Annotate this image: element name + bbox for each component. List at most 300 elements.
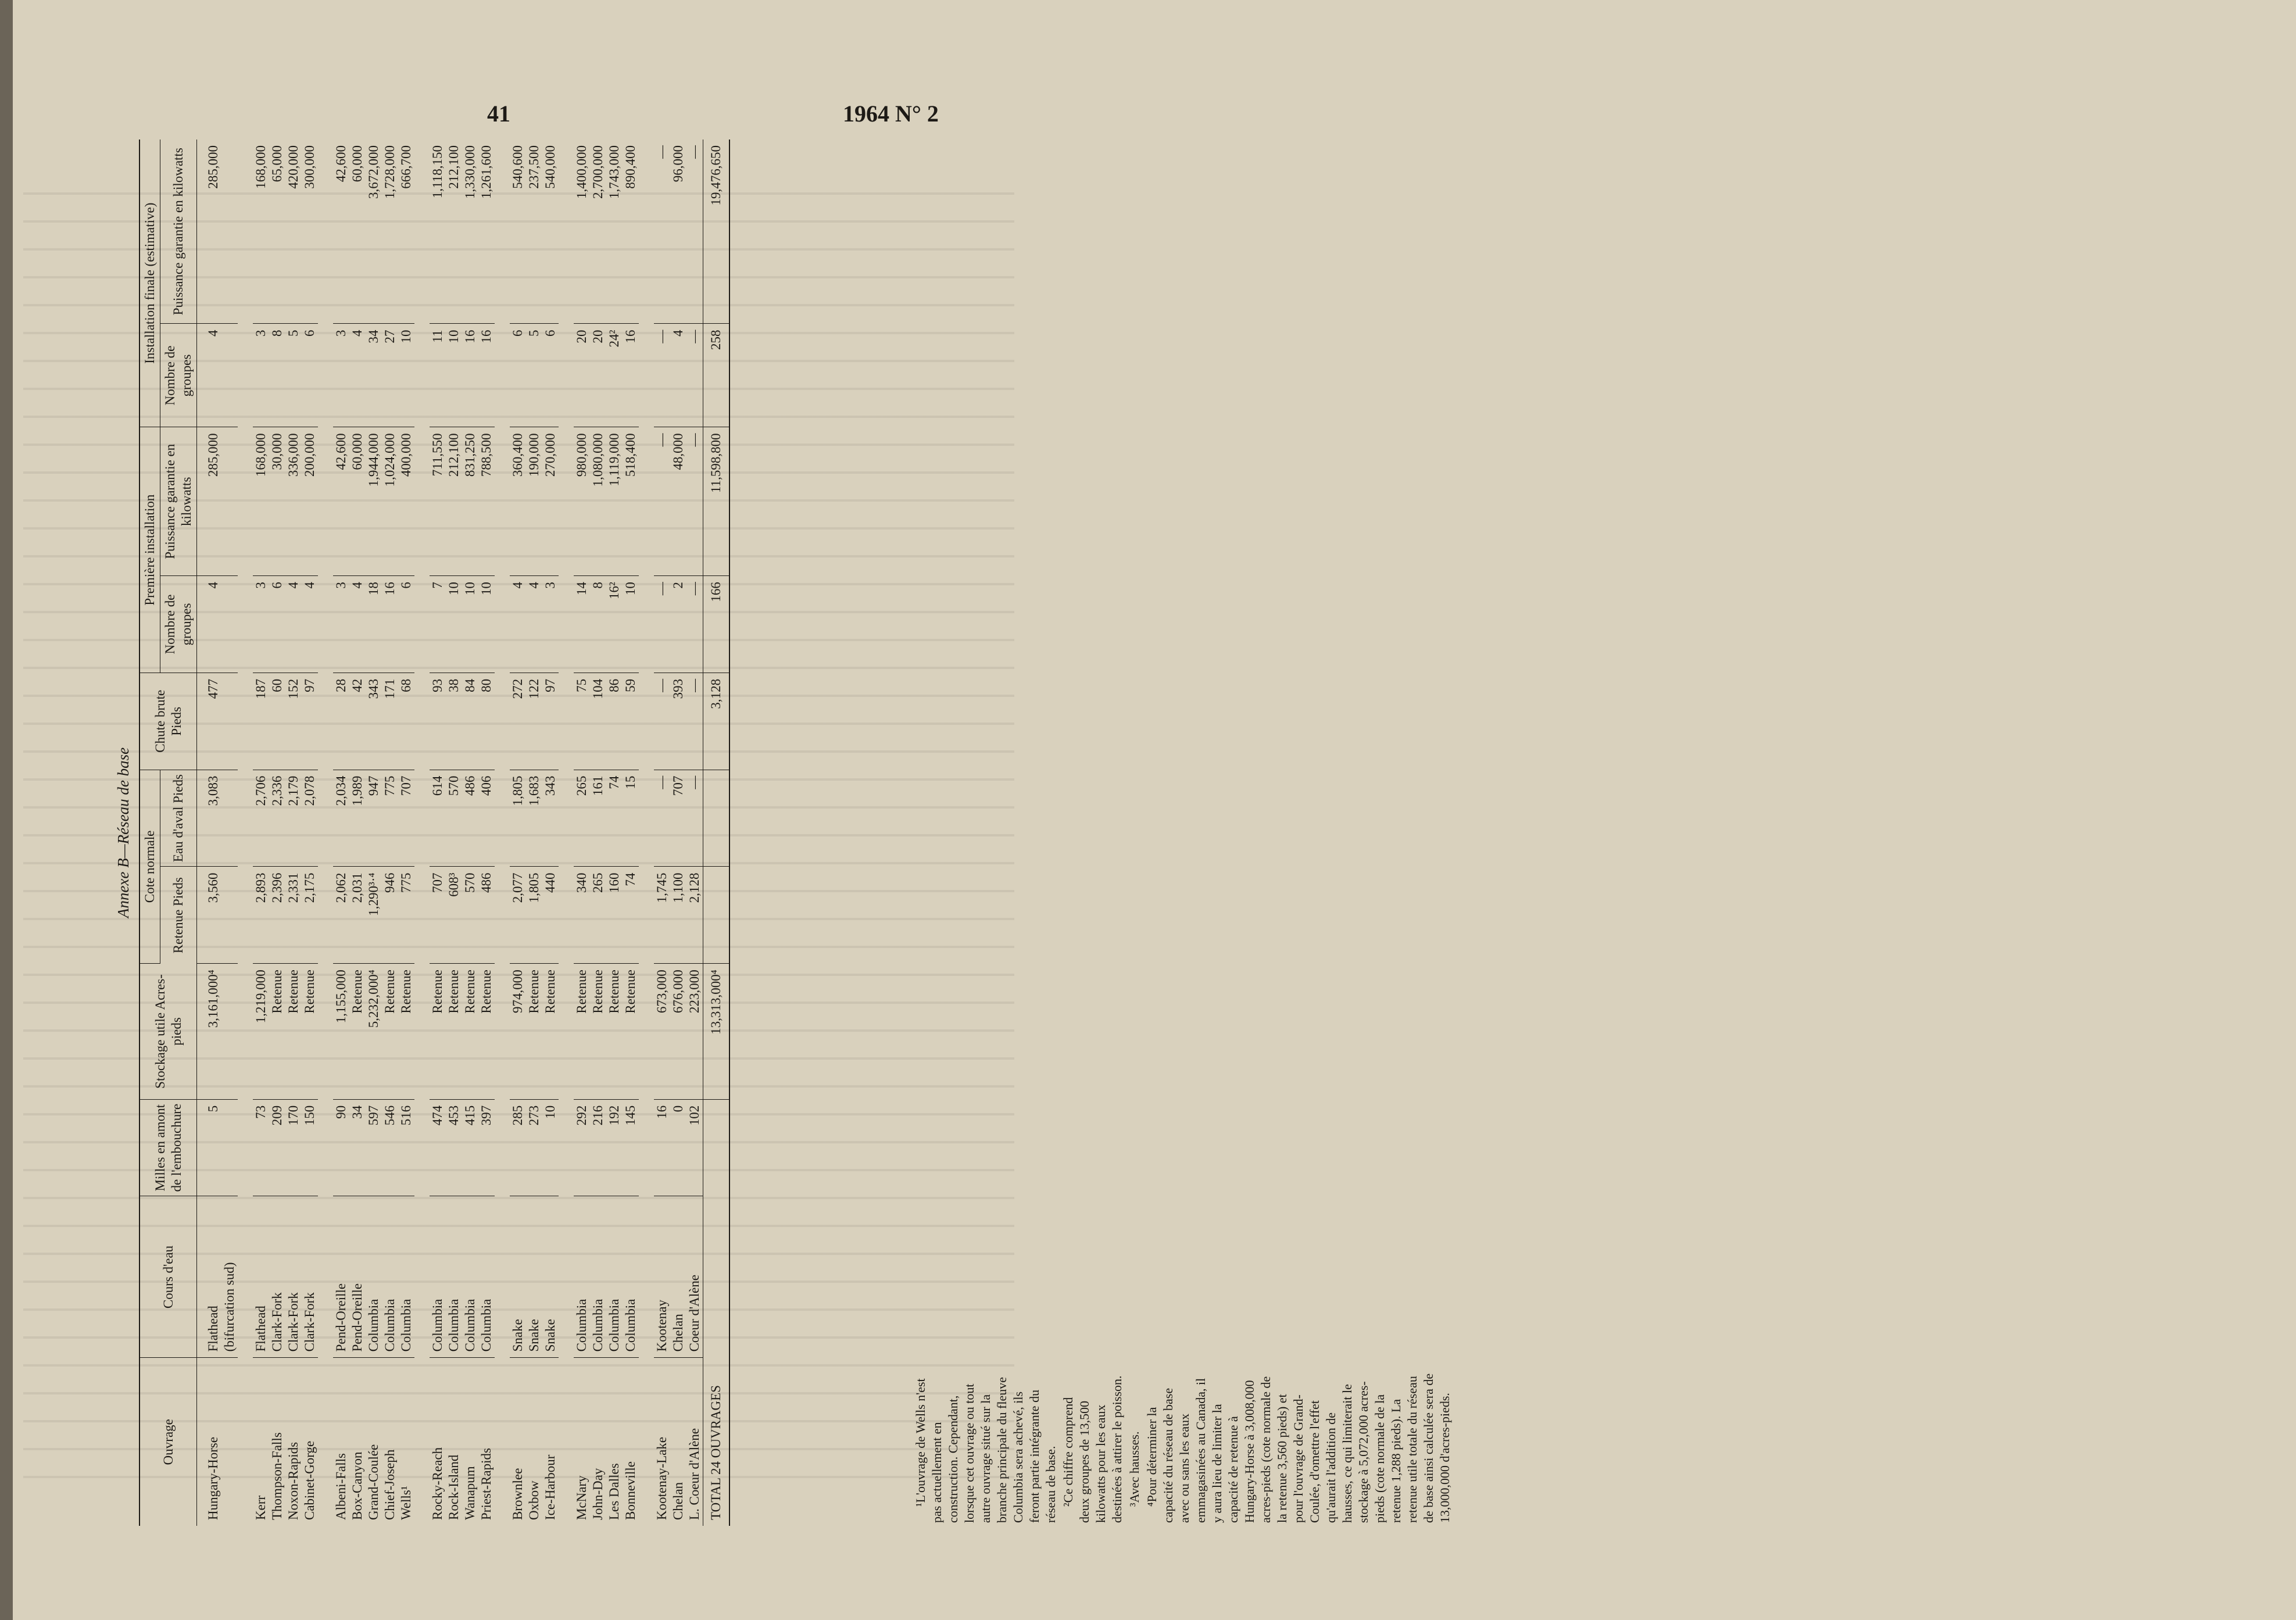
- cell-cours: Clark-Fork: [285, 1196, 302, 1358]
- header-ouvrage: Ouvrage: [140, 1358, 197, 1526]
- cell-cours: Pend-Oreille: [349, 1196, 366, 1358]
- cell-groupes2: 16: [623, 324, 639, 427]
- cell-puissance2: 540,600: [510, 140, 526, 324]
- cell-retenue: 2,128: [686, 867, 703, 964]
- cell-aval: 614: [430, 770, 446, 867]
- cell-milles: 397: [478, 1099, 495, 1196]
- cell-retenue: 608³: [446, 867, 462, 964]
- cell-groupes2: 6: [302, 324, 318, 427]
- cell-cours: Columbia: [446, 1196, 462, 1358]
- cell-chute: 84: [462, 673, 478, 770]
- cell-cours: Columbia: [462, 1196, 478, 1358]
- page-number: 41: [487, 101, 510, 127]
- cell-chute: 80: [478, 673, 495, 770]
- cell-puissance1: 831,250: [462, 427, 478, 576]
- header-puissance-2: Puissance garantie en kilowatts: [160, 140, 197, 324]
- table-row: [302, 140, 318, 1526]
- cell-cours: Coeur d'Alène: [686, 1196, 703, 1358]
- cell-chute: 122: [526, 673, 542, 770]
- cell-retenue: 3,560: [197, 867, 222, 964]
- cell-aval: 947: [366, 770, 382, 867]
- cell-stockage: 5,232,000⁴: [366, 964, 382, 1099]
- cell-puissance2: 1,728,000: [382, 140, 398, 324]
- header-cours-deau: Cours d'eau: [140, 1196, 197, 1358]
- cell-aval: 775: [382, 770, 398, 867]
- cell-retenue: 74: [623, 867, 639, 964]
- cell-groupes2: 3: [333, 324, 349, 427]
- cell-stockage: 974,000: [510, 964, 526, 1099]
- cell-groupes1: 4: [197, 576, 222, 673]
- cell-retenue: 265: [590, 867, 606, 964]
- cell-groupes2: 16: [478, 324, 495, 427]
- cell-chute: 171: [382, 673, 398, 770]
- cell-groupes2: 20: [574, 324, 590, 427]
- cell-milles: 216: [590, 1099, 606, 1196]
- cell-puissance1: 980,000: [574, 427, 590, 576]
- cell-ouvrage: Chief-Joseph: [382, 1449, 397, 1520]
- cell-stockage: Retenue: [462, 964, 478, 1099]
- cell-stockage: Retenue: [382, 964, 398, 1099]
- table-body: [197, 140, 703, 1526]
- cell-cours: Columbia: [590, 1196, 606, 1358]
- total-row: [703, 140, 730, 1526]
- cell-ouvrage: Kerr: [253, 1495, 268, 1520]
- cell-chute: 104: [590, 673, 606, 770]
- cell-puissance2: 666,700: [398, 140, 414, 324]
- cell-retenue: 1,290³·⁴: [366, 867, 382, 964]
- cell-milles: 285: [510, 1099, 526, 1196]
- cell-cours: (bifurcation sud): [221, 1196, 238, 1358]
- cell-puissance1: 518,400: [623, 427, 639, 576]
- cell-stockage: Retenue: [446, 964, 462, 1099]
- cell-puissance1: 400,000: [398, 427, 414, 576]
- footnote-1: ¹L'ouvrage de Wells n'est pas actuellement en construction. Cependant, lorsque cet ouvrage ou tout autre ouvrage situé sur la branche principale du fleuve Columbia sera achevé, ils feront partie intégrante du réseau de base.: [913, 1376, 1058, 1523]
- cell-retenue: 2,893: [253, 867, 269, 964]
- cell-aval: 1,683: [526, 770, 542, 867]
- cell-puissance1: 285,000: [197, 427, 222, 576]
- cell-groupes2: 10: [446, 324, 462, 427]
- cell-chute: 75: [574, 673, 590, 770]
- cell-puissance1: 48,000: [670, 427, 686, 576]
- cell-groupes1: 8: [590, 576, 606, 673]
- table-caption: Annexe B—Réseau de base: [115, 747, 132, 918]
- cell-chute: 343: [366, 673, 382, 770]
- cell-retenue: 486: [478, 867, 495, 964]
- cell-aval: 1,989: [349, 770, 366, 867]
- table-row: [654, 140, 670, 1526]
- cell-cours: Flathead: [253, 1196, 269, 1358]
- cell-stockage: Retenue: [430, 964, 446, 1099]
- cell-puissance1: 336,000: [285, 427, 302, 576]
- cell-puissance2: 2,700,000: [590, 140, 606, 324]
- cell-puissance2: 237,500: [526, 140, 542, 324]
- cell-milles: 16: [654, 1099, 670, 1196]
- cell-groupes2: 8: [269, 324, 285, 427]
- cell-retenue: 1,805: [526, 867, 542, 964]
- total-groupes-2: 258: [703, 324, 730, 427]
- cell-retenue: 160: [606, 867, 623, 964]
- cell-chute: 68: [398, 673, 414, 770]
- table-row: [333, 140, 349, 1526]
- cell-milles: 34: [349, 1099, 366, 1196]
- cell-puissance1: 270,000: [542, 427, 559, 576]
- cell-stockage: Retenue: [542, 964, 559, 1099]
- cell-ouvrage: Les Dalles: [607, 1463, 621, 1520]
- cell-cours: Snake: [510, 1196, 526, 1358]
- cell-cours: Chelan: [670, 1196, 686, 1358]
- cell-puissance2: 285,000: [197, 140, 222, 324]
- cell-puissance2: 96,000: [670, 140, 686, 324]
- cell-puissance2: 1,743,000: [606, 140, 623, 324]
- cell-aval: 265: [574, 770, 590, 867]
- cell-cours: Columbia: [366, 1196, 382, 1358]
- cell-groupes2: 27: [382, 324, 398, 427]
- cell-groupes1: 2: [670, 576, 686, 673]
- cell-groupes2: 4: [349, 324, 366, 427]
- base-system-table: [139, 140, 730, 1526]
- row-spacer: [318, 140, 333, 1526]
- cell-puissance1: 360,400: [510, 427, 526, 576]
- cell-chute: 152: [285, 673, 302, 770]
- cell-groupes2: 4: [197, 324, 222, 427]
- cell-ouvrage: Bonneville: [623, 1461, 638, 1520]
- cell-ouvrage: Wanapum: [463, 1466, 477, 1520]
- cell-puissance1: 1,080,000: [590, 427, 606, 576]
- table-row: [606, 140, 623, 1526]
- cell-cours: Columbia: [478, 1196, 495, 1358]
- table-row: [686, 140, 703, 1526]
- total-chute: 3,128: [703, 673, 730, 770]
- table-row: [478, 140, 495, 1526]
- cell-milles: 516: [398, 1099, 414, 1196]
- total-puissance-2: 19,476,650: [703, 140, 730, 324]
- cell-stockage: 223,000: [686, 964, 703, 1099]
- cell-puissance2: 65,000: [269, 140, 285, 324]
- cell-puissance1: 200,000: [302, 427, 318, 576]
- cell-stockage: 1,155,000: [333, 964, 349, 1099]
- cell-cours: Snake: [542, 1196, 559, 1358]
- cell-aval: 74: [606, 770, 623, 867]
- cell-puissance1: 212,100: [446, 427, 462, 576]
- table-row: [670, 140, 686, 1526]
- cell-puissance1: 788,500: [478, 427, 495, 576]
- cell-groupes1: 6: [269, 576, 285, 673]
- cell-puissance2: 890,400: [623, 140, 639, 324]
- cell-stockage: Retenue: [623, 964, 639, 1099]
- cell-puissance2: 1,261,600: [478, 140, 495, 324]
- cell-ouvrage: Thompson-Falls: [270, 1432, 284, 1520]
- table-row: [623, 140, 639, 1526]
- table-row: [197, 140, 222, 1526]
- table-row: [510, 140, 526, 1526]
- cell-milles: 73: [253, 1099, 269, 1196]
- table-row: [526, 140, 542, 1526]
- cell-puissance1: 1,119,000: [606, 427, 623, 576]
- cell-ouvrage: Ice-Harbour: [543, 1454, 557, 1520]
- header-groupes-1: Nombre de groupes: [160, 576, 197, 673]
- cell-chute: 86: [606, 673, 623, 770]
- table-row: [574, 140, 590, 1526]
- cell-milles: 597: [366, 1099, 382, 1196]
- header-installation-finale: Installation finale (estimative): [140, 140, 160, 427]
- cell-aval: 2,179: [285, 770, 302, 867]
- header-stockage: Stockage utile Acres-pieds: [140, 964, 197, 1099]
- cell-puissance2: 1,330,000: [462, 140, 478, 324]
- cell-puissance2: —: [686, 140, 703, 324]
- row-spacer: [495, 140, 510, 1526]
- cell-cours: Columbia: [430, 1196, 446, 1358]
- cell-retenue: 2,396: [269, 867, 285, 964]
- cell-puissance1: 190,000: [526, 427, 542, 576]
- cell-retenue: 1,100: [670, 867, 686, 964]
- table-row: [221, 140, 238, 1526]
- row-spacer: [414, 140, 430, 1526]
- cell-groupes1: 16²: [606, 576, 623, 673]
- cell-groupes2: 20: [590, 324, 606, 427]
- cell-retenue: 2,062: [333, 867, 349, 964]
- table-row: [590, 140, 606, 1526]
- cell-groupes1: [221, 576, 238, 673]
- cell-aval: 486: [462, 770, 478, 867]
- rotated-table-block: [108, 140, 956, 1526]
- cell-puissance1: 30,000: [269, 427, 285, 576]
- row-spacer: [639, 140, 654, 1526]
- cell-groupes1: 3: [333, 576, 349, 673]
- cell-puissance2: 3,672,000: [366, 140, 382, 324]
- cell-milles: 5: [197, 1099, 222, 1196]
- cell-groupes1: 4: [285, 576, 302, 673]
- page-edge-shadow: [0, 0, 13, 1620]
- cell-puissance2: 1,400,000: [574, 140, 590, 324]
- cell-cours: Columbia: [574, 1196, 590, 1358]
- cell-aval: 2,034: [333, 770, 349, 867]
- cell-chute: 477: [197, 673, 222, 770]
- cell-retenue: 2,077: [510, 867, 526, 964]
- cell-groupes1: 14: [574, 576, 590, 673]
- cell-stockage: Retenue: [606, 964, 623, 1099]
- cell-groupes1: 3: [542, 576, 559, 673]
- cell-groupes1: —: [686, 576, 703, 673]
- cell-retenue: 2,331: [285, 867, 302, 964]
- cell-ouvrage: John-Day: [591, 1468, 605, 1520]
- cell-groupes2: 6: [510, 324, 526, 427]
- cell-aval: 1,805: [510, 770, 526, 867]
- cell-cours: Kootenay: [654, 1196, 670, 1358]
- header-premiere-installation: Première installation: [140, 427, 160, 673]
- cell-puissance2: 42,600: [333, 140, 349, 324]
- cell-stockage: [221, 964, 238, 1099]
- row-spacer: [559, 140, 574, 1526]
- cell-puissance1: 168,000: [253, 427, 269, 576]
- table-row: [462, 140, 478, 1526]
- cell-aval: 570: [446, 770, 462, 867]
- cell-puissance1: 1,944,000: [366, 427, 382, 576]
- cell-groupes1: 7: [430, 576, 446, 673]
- cell-puissance1: —: [654, 427, 670, 576]
- cell-stockage: Retenue: [398, 964, 414, 1099]
- cell-chute: 93: [430, 673, 446, 770]
- cell-retenue: 946: [382, 867, 398, 964]
- cell-ouvrage: Priest-Rapids: [479, 1448, 493, 1520]
- cell-retenue: 707: [430, 867, 446, 964]
- cell-chute: 187: [253, 673, 269, 770]
- cell-ouvrage: Rock-Island: [446, 1454, 461, 1520]
- cell-cours: Columbia: [623, 1196, 639, 1358]
- cell-stockage: 1,219,000: [253, 964, 269, 1099]
- total-puissance-1: 11,598,800: [703, 427, 730, 576]
- cell-groupes2: [221, 324, 238, 427]
- cell-ouvrage: [221, 1358, 238, 1526]
- cell-groupes1: 10: [446, 576, 462, 673]
- cell-groupes1: 4: [526, 576, 542, 673]
- cell-groupes2: 11: [430, 324, 446, 427]
- cell-ouvrage: Noxon-Rapids: [286, 1442, 301, 1520]
- header-cote-normale: Cote normale: [140, 770, 160, 964]
- cell-groupes1: 4: [510, 576, 526, 673]
- cell-stockage: 676,000: [670, 964, 686, 1099]
- header-chute: Chute brute Pieds: [140, 673, 197, 770]
- cell-groupes1: 16: [382, 576, 398, 673]
- cell-aval: 2,336: [269, 770, 285, 867]
- cell-milles: 192: [606, 1099, 623, 1196]
- cell-groupes1: 10: [462, 576, 478, 673]
- cell-milles: 150: [302, 1099, 318, 1196]
- footnote-2: ²Ce chiffre comprend deux groupes de 13,500 kilowatts pour les eaux destinées à attirer le poisson.: [1061, 1375, 1124, 1523]
- cell-stockage: Retenue: [269, 964, 285, 1099]
- cell-cours: Columbia: [398, 1196, 414, 1358]
- cell-milles: [221, 1099, 238, 1196]
- cell-ouvrage: Box-Canyon: [350, 1451, 364, 1520]
- cell-groupes1: 3: [253, 576, 269, 673]
- cell-groupes1: 10: [623, 576, 639, 673]
- cell-groupes2: 34: [366, 324, 382, 427]
- cell-ouvrage: Rocky-Reach: [430, 1447, 445, 1520]
- cell-retenue: 2,175: [302, 867, 318, 964]
- cell-chute: 393: [670, 673, 686, 770]
- cell-puissance2: 540,000: [542, 140, 559, 324]
- cell-ouvrage: L. Coeur d'Alène: [687, 1428, 702, 1520]
- cell-puissance2: 1,118,150: [430, 140, 446, 324]
- cell-ouvrage: Wells¹: [399, 1486, 413, 1520]
- cell-puissance2: 168,000: [253, 140, 269, 324]
- cell-stockage: Retenue: [590, 964, 606, 1099]
- cell-chute: —: [686, 673, 703, 770]
- cell-ouvrage: Kootenay-Lake: [655, 1436, 669, 1520]
- cell-retenue: 775: [398, 867, 414, 964]
- cell-aval: 707: [670, 770, 686, 867]
- cell-groupes2: 10: [398, 324, 414, 427]
- issue-number: 1964 N° 2: [843, 101, 939, 127]
- footnotes: [913, 1372, 2296, 1523]
- cell-groupes2: —: [686, 324, 703, 427]
- cell-chute: 59: [623, 673, 639, 770]
- cell-milles: 170: [285, 1099, 302, 1196]
- cell-cours: Columbia: [382, 1196, 398, 1358]
- cell-groupes2: 5: [285, 324, 302, 427]
- total-groupes-1: 166: [703, 576, 730, 673]
- footnote-4: ⁴Pour déterminer la capacité du réseau de base avec ou sans les eaux emmagasinées au Canada, il y aura lieu de limiter la capacité de retenue à Hungary-Horse à 3,008,000 acres-pieds (cote normale de la retenue 3,560 pieds) et pour l'ouvrage de Grand-Coulée, d'omettre l'effet qu'aurait l'addition de hausses, ce qui limiterait le stockage à 5,072,000 acres-pieds (cote normale de la retenue 1,288 pieds). La retenue utile totale du réseau de base ainsi calculée sera de 13,000,000 d'acres-pieds.: [1145, 1373, 1452, 1523]
- cell-stockage: Retenue: [302, 964, 318, 1099]
- cell-chute: 42: [349, 673, 366, 770]
- cell-milles: 145: [623, 1099, 639, 1196]
- cell-puissance1: 60,000: [349, 427, 366, 576]
- cell-retenue: 2,031: [349, 867, 366, 964]
- cell-puissance1: 711,550: [430, 427, 446, 576]
- cell-cours: Clark-Fork: [269, 1196, 285, 1358]
- cell-cours: Clark-Fork: [302, 1196, 318, 1358]
- total-retenue: [703, 867, 730, 964]
- cell-groupes1: —: [654, 576, 670, 673]
- cell-stockage: 3,161,000⁴: [197, 964, 222, 1099]
- cell-groupes2: 16: [462, 324, 478, 427]
- cell-stockage: Retenue: [526, 964, 542, 1099]
- table-row: [349, 140, 366, 1526]
- cell-cours: Columbia: [606, 1196, 623, 1358]
- cell-aval: 3,083: [197, 770, 222, 867]
- cell-aval: 707: [398, 770, 414, 867]
- cell-stockage: Retenue: [478, 964, 495, 1099]
- table-row: [430, 140, 446, 1526]
- cell-groupes1: 4: [302, 576, 318, 673]
- table-row: [382, 140, 398, 1526]
- header-retenue: Retenue Pieds: [160, 867, 197, 964]
- header-puissance-1: Puissance garantie en kilowatts: [160, 427, 197, 576]
- cell-groupes2: —: [654, 324, 670, 427]
- table-row: [366, 140, 382, 1526]
- cell-chute: [221, 673, 238, 770]
- cell-retenue: 340: [574, 867, 590, 964]
- cell-stockage: Retenue: [574, 964, 590, 1099]
- cell-chute: 272: [510, 673, 526, 770]
- cell-chute: 60: [269, 673, 285, 770]
- cell-milles: 453: [446, 1099, 462, 1196]
- cell-chute: 38: [446, 673, 462, 770]
- cell-groupes1: 10: [478, 576, 495, 673]
- cell-groupes1: 4: [349, 576, 366, 673]
- cell-aval: 2,706: [253, 770, 269, 867]
- cell-groupes1: 6: [398, 576, 414, 673]
- header-eau-daval: Eau d'aval Pieds: [160, 770, 197, 867]
- cell-groupes2: 24²: [606, 324, 623, 427]
- cell-stockage: Retenue: [349, 964, 366, 1099]
- cell-milles: 273: [526, 1099, 542, 1196]
- total-label: TOTAL 24 OUVRAGES: [703, 1099, 730, 1526]
- cell-aval: 2,078: [302, 770, 318, 867]
- cell-ouvrage: Brownlee: [510, 1468, 525, 1520]
- cell-cours: Flathead: [197, 1196, 222, 1358]
- cell-chute: 97: [302, 673, 318, 770]
- cell-milles: 102: [686, 1099, 703, 1196]
- cell-ouvrage: Albeni-Falls: [334, 1453, 348, 1520]
- cell-groupes2: 6: [542, 324, 559, 427]
- cell-aval: 15: [623, 770, 639, 867]
- cell-milles: 0: [670, 1099, 686, 1196]
- header-milles: Milles en amont de l'embouchure: [140, 1099, 197, 1196]
- total-eau-daval: [703, 770, 730, 867]
- cell-ouvrage: McNary: [574, 1475, 589, 1520]
- cell-aval: [221, 770, 238, 867]
- cell-ouvrage: Grand-Coulée: [366, 1444, 381, 1520]
- cell-stockage: 673,000: [654, 964, 670, 1099]
- table-row: [285, 140, 302, 1526]
- cell-aval: 161: [590, 770, 606, 867]
- cell-milles: 474: [430, 1099, 446, 1196]
- cell-ouvrage: Hungary-Horse: [206, 1436, 220, 1520]
- cell-milles: 10: [542, 1099, 559, 1196]
- cell-aval: —: [654, 770, 670, 867]
- cell-stockage: Retenue: [285, 964, 302, 1099]
- cell-aval: 343: [542, 770, 559, 867]
